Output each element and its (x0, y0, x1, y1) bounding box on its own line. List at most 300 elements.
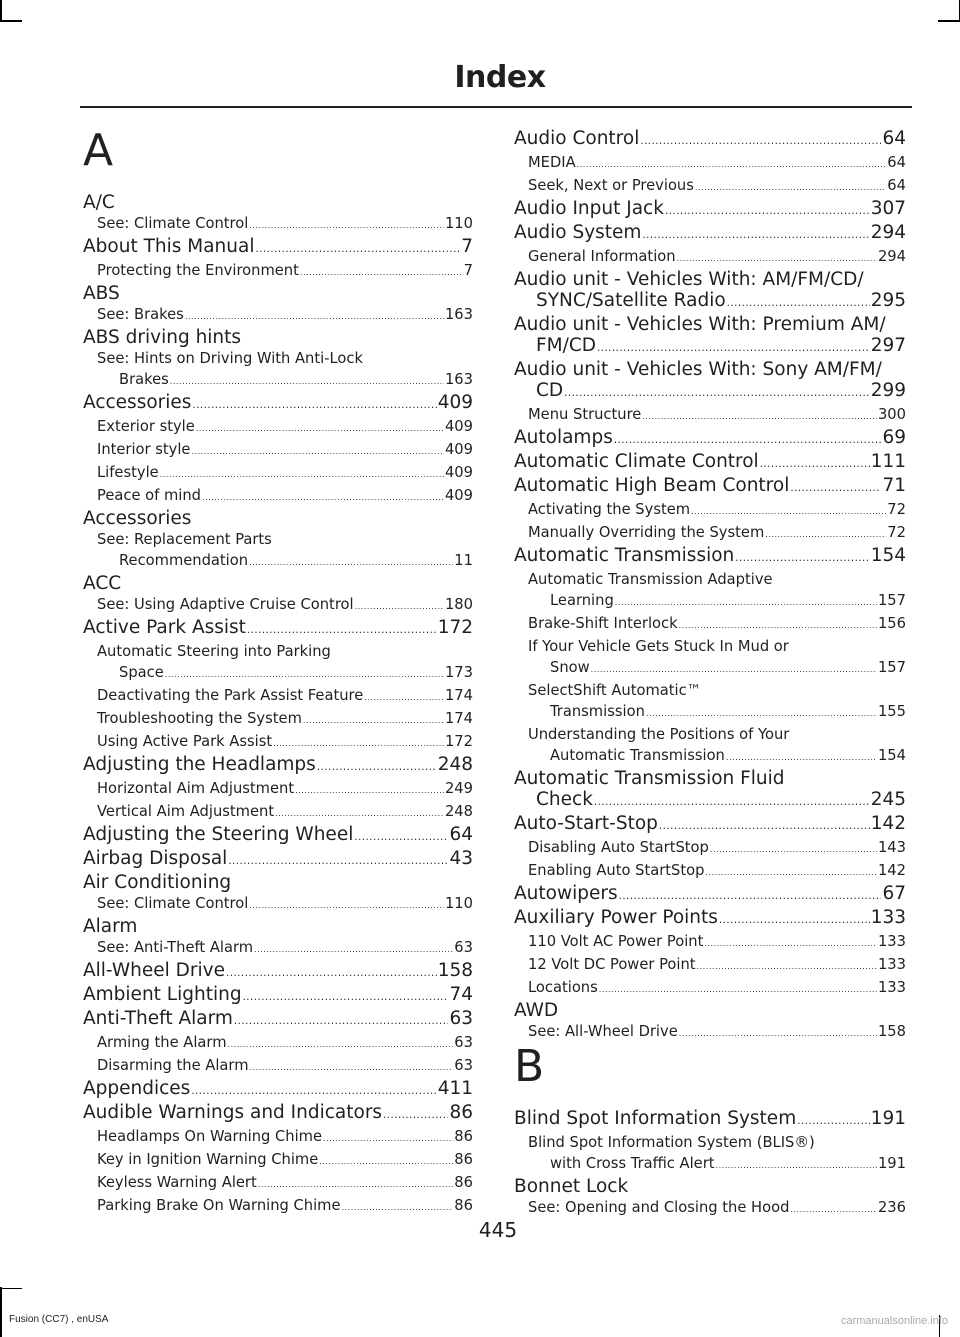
index-term: CD (536, 380, 564, 401)
crop-mark (0, 0, 2, 22)
page-reference: 409 (437, 392, 473, 413)
index-term: Autolamps (514, 427, 613, 448)
index-line (97, 348, 473, 369)
index-line (514, 1108, 906, 1132)
dot-leader (191, 441, 443, 462)
index-entry (83, 984, 473, 1008)
index-subentry (83, 801, 473, 824)
index-line (528, 657, 906, 680)
index-term: See: Climate Control (97, 215, 249, 232)
dot-leader (249, 552, 453, 573)
index-line (83, 327, 473, 348)
index-line (97, 1055, 473, 1078)
index-term: Check (536, 789, 593, 810)
dot-leader (185, 306, 444, 327)
dot-leader (599, 979, 877, 1000)
index-term: Alarm (83, 916, 138, 937)
index-line (97, 1195, 473, 1218)
crop-mark (0, 1287, 2, 1337)
index-line (528, 745, 906, 768)
index-term: Ambient Lighting (83, 984, 242, 1005)
index-line (528, 1021, 906, 1044)
page-reference: 67 (882, 883, 906, 904)
index-term: Accessories (83, 392, 192, 413)
dot-leader (614, 430, 882, 451)
index-subentry (83, 462, 473, 485)
index-line (514, 222, 906, 246)
index-subentry (83, 1172, 473, 1195)
index-subentry (514, 680, 906, 724)
index-subentry (514, 1021, 906, 1044)
index-term: Automatic Transmission Adaptive (528, 571, 773, 588)
index-subentry (514, 152, 906, 175)
index-term: If Your Vehicle Gets Stuck In Mud or (528, 638, 789, 655)
index-term: Vertical Aim Adjustment (97, 803, 275, 820)
index-line (97, 685, 473, 708)
index-term: Peace of mind (97, 487, 201, 504)
dot-leader (202, 487, 444, 508)
page-reference: 69 (882, 427, 906, 448)
dot-leader (710, 839, 877, 860)
index-entry (514, 1108, 906, 1132)
dot-leader (642, 406, 877, 427)
index-term: Audio unit - Vehicles With: Premium AM/ (514, 314, 886, 335)
page-reference: 63 (449, 1008, 473, 1029)
dot-leader (249, 895, 444, 916)
index-term: Bonnet Lock (514, 1176, 629, 1197)
index-entry (514, 907, 906, 931)
dot-leader (192, 395, 436, 416)
dot-leader (760, 454, 870, 475)
index-term: Horizontal Aim Adjustment (97, 780, 295, 797)
index-term: Locations (528, 979, 598, 996)
index-entry (83, 1078, 473, 1102)
index-subentry (514, 246, 906, 269)
index-subentry (514, 724, 906, 768)
index-term: See: Climate Control (97, 895, 249, 912)
dot-leader (765, 524, 886, 545)
index-entry (514, 475, 906, 499)
index-line (514, 451, 906, 475)
page-reference: 86 (454, 1197, 473, 1214)
index-subentry (514, 613, 906, 636)
index-line (97, 731, 473, 754)
index-entry (514, 451, 906, 475)
page-reference: 155 (877, 703, 906, 720)
index-subentry (83, 685, 473, 708)
index-term: Auxiliary Power Points (514, 907, 718, 928)
index-line (83, 508, 473, 529)
dot-leader (594, 792, 870, 813)
page-reference: 133 (870, 907, 906, 928)
index-term: Automatic Transmission Fluid (514, 768, 785, 789)
index-term: Interior style (97, 441, 191, 458)
page-reference: 172 (444, 733, 473, 750)
dot-leader (719, 910, 870, 931)
index-line (83, 1078, 473, 1102)
index-term: See: Brakes (97, 306, 184, 323)
index-entry (83, 824, 473, 848)
index-entry (514, 1176, 906, 1197)
dot-leader (591, 659, 877, 680)
index-line (83, 236, 473, 260)
dot-leader (323, 1128, 453, 1149)
dot-leader (254, 939, 453, 960)
index-subentry (83, 485, 473, 508)
dot-leader (727, 293, 870, 314)
dot-leader (695, 177, 886, 198)
page-reference: 133 (877, 933, 906, 950)
index-term: Audio Control (514, 128, 640, 149)
page-reference: 191 (877, 1155, 906, 1172)
dot-leader (256, 239, 461, 260)
page-reference: 191 (870, 1108, 906, 1129)
index-subentry (83, 529, 473, 573)
index-line (528, 152, 906, 175)
page-reference: 110 (444, 895, 473, 912)
index-line (528, 977, 906, 1000)
index-entry (83, 1102, 473, 1126)
index-line (83, 848, 473, 872)
dot-leader (250, 1057, 454, 1078)
index-line (528, 837, 906, 860)
index-line (528, 701, 906, 724)
index-entry (514, 198, 906, 222)
index-term: Protecting the Environment (97, 262, 299, 279)
page-reference: 173 (444, 664, 473, 681)
page-reference: 133 (877, 956, 906, 973)
index-entry (514, 768, 906, 813)
index-term: Disarming the Alarm (97, 1057, 249, 1074)
index-line (97, 462, 473, 485)
header-divider (80, 106, 912, 108)
document-info: Fusion (CC7) , enUSA (9, 1314, 109, 1325)
index-subentry (83, 641, 473, 685)
index-line (528, 613, 906, 636)
index-line (83, 916, 473, 937)
index-term: Disabling Auto StartStop (528, 839, 709, 856)
dot-leader (642, 225, 869, 246)
index-term: Audio Input Jack (514, 198, 664, 219)
index-term: See: Opening and Closing the Hood (528, 1199, 790, 1216)
dot-leader (790, 478, 881, 499)
page-reference: 236 (877, 1199, 906, 1216)
index-subentry (83, 439, 473, 462)
crop-mark (938, 20, 960, 22)
index-line (97, 937, 473, 960)
dot-leader (790, 1199, 877, 1220)
index-term: A/C (83, 192, 115, 213)
index-term: Understanding the Positions of Your (528, 726, 790, 743)
index-entry (514, 427, 906, 451)
index-line (528, 590, 906, 613)
index-line (528, 404, 906, 427)
index-line (514, 1000, 906, 1021)
index-term: Using Active Park Assist (97, 733, 273, 750)
index-term: FM/CD (536, 335, 596, 356)
index-subentry (514, 636, 906, 680)
dot-leader (665, 201, 870, 222)
page-reference: 163 (444, 371, 473, 388)
index-line (528, 1197, 906, 1220)
dot-leader (355, 596, 444, 617)
index-term: Autowipers (514, 883, 618, 904)
index-line (97, 662, 473, 685)
index-term: Headlamps On Warning Chime (97, 1128, 323, 1145)
index-term: Exterior style (97, 418, 195, 435)
index-term: Adjusting the Headlamps (83, 754, 316, 775)
index-subentry (514, 860, 906, 883)
dot-leader (228, 1034, 454, 1055)
index-line (528, 636, 906, 657)
page-reference: 7 (463, 262, 473, 279)
dot-leader (354, 827, 448, 848)
index-subentry (514, 522, 906, 545)
dot-leader (364, 687, 444, 708)
dot-leader (735, 548, 869, 569)
index-term: Key in Ignition Warning Chime (97, 1151, 319, 1168)
index-line (514, 128, 906, 152)
index-column-right (514, 128, 906, 1220)
index-term: Airbag Disposal (83, 848, 228, 869)
index-term: Anti-Theft Alarm (83, 1008, 233, 1029)
page-reference: 86 (454, 1128, 473, 1145)
index-entry (83, 283, 473, 304)
dot-leader (170, 371, 444, 392)
index-subentry (83, 1032, 473, 1055)
dot-leader (160, 464, 444, 485)
page-reference: 180 (444, 596, 473, 613)
index-line (514, 198, 906, 222)
index-line (528, 246, 906, 269)
index-subentry (83, 1055, 473, 1078)
index-line (514, 359, 906, 380)
index-term: 12 Volt DC Power Point (528, 956, 696, 973)
index-term: Enabling Auto StartStop (528, 862, 705, 879)
index-subentry (514, 837, 906, 860)
page-reference: 64 (887, 177, 906, 194)
index-term: Arming the Alarm (97, 1034, 227, 1051)
index-subentry (83, 304, 473, 327)
index-entry (83, 392, 473, 416)
index-line (83, 824, 473, 848)
index-term: Active Park Assist (83, 617, 246, 638)
index-term: Recommendation (119, 552, 249, 569)
index-entry (514, 128, 906, 152)
index-term: Keyless Warning Alert (97, 1174, 257, 1191)
page-reference: 299 (870, 380, 906, 401)
index-line (83, 754, 473, 778)
index-subentry (83, 1149, 473, 1172)
index-subentry (514, 175, 906, 198)
index-line (528, 499, 906, 522)
index-term: SelectShift Automatic™ (528, 682, 702, 699)
index-subentry (83, 731, 473, 754)
index-line (514, 545, 906, 569)
index-line (514, 475, 906, 499)
crop-mark (0, 1288, 22, 1290)
index-term: Blind Spot Information System (514, 1108, 797, 1129)
dot-leader (797, 1111, 869, 1132)
index-entry (514, 222, 906, 246)
index-line (528, 931, 906, 954)
dot-leader (247, 620, 437, 641)
page-number: 445 (478, 1218, 518, 1242)
index-subentry (83, 594, 473, 617)
page-reference: 143 (877, 839, 906, 856)
index-line (97, 416, 473, 439)
index-line (97, 594, 473, 617)
index-term: See: Hints on Driving With Anti-Lock (97, 350, 363, 367)
dot-leader (691, 501, 886, 522)
index-term: SYNC/Satellite Radio (536, 290, 726, 311)
index-entry (83, 573, 473, 594)
index-entry (514, 1000, 906, 1021)
index-entry (83, 754, 473, 778)
index-term: Brakes (119, 371, 169, 388)
index-line (83, 984, 473, 1008)
dot-leader (619, 886, 882, 907)
index-term: See: Using Adaptive Cruise Control (97, 596, 354, 613)
page-reference: 64 (887, 154, 906, 171)
index-line (514, 883, 906, 907)
index-term: About This Manual (83, 236, 255, 257)
index-term: 110 Volt AC Power Point (528, 933, 704, 950)
dot-leader (659, 816, 870, 837)
index-term: Snow (550, 659, 590, 676)
dot-leader (300, 262, 463, 283)
index-term: AWD (514, 1000, 559, 1021)
index-entry (514, 545, 906, 569)
index-line (97, 1172, 473, 1195)
page-reference: 300 (877, 406, 906, 423)
index-line (83, 617, 473, 641)
index-subentry (514, 1197, 906, 1220)
index-term: Troubleshooting the System (97, 710, 302, 727)
page-reference: 111 (870, 451, 906, 472)
index-subentry (83, 937, 473, 960)
index-line (514, 269, 906, 290)
index-line (97, 260, 473, 283)
index-line (83, 872, 473, 893)
dot-leader (303, 710, 444, 731)
index-term: Activating the System (528, 501, 691, 518)
index-line (514, 314, 906, 335)
dot-leader (275, 803, 444, 824)
page-reference: 174 (444, 710, 473, 727)
index-term: Parking Brake On Warning Chime (97, 1197, 341, 1214)
index-line (83, 1008, 473, 1032)
index-line (97, 369, 473, 392)
index-subentry (514, 977, 906, 1000)
index-entry (83, 872, 473, 893)
index-line (83, 392, 473, 416)
index-term: Learning (550, 592, 614, 609)
page-reference: 11 (454, 552, 473, 569)
page-reference: 64 (882, 128, 906, 149)
index-subentry (83, 708, 473, 731)
dot-leader (295, 780, 444, 801)
index-term: All-Wheel Drive (83, 960, 225, 981)
index-line (514, 335, 906, 359)
index-subentry (83, 893, 473, 916)
dot-leader (243, 987, 449, 1008)
page-reference: 7 (461, 236, 473, 257)
index-line (514, 380, 906, 404)
page-reference: 307 (870, 198, 906, 219)
index-line (514, 907, 906, 931)
index-entry (83, 327, 473, 348)
index-line (528, 1132, 906, 1153)
page-reference: 72 (887, 501, 906, 518)
page-reference: 249 (444, 780, 473, 797)
dot-leader (716, 1155, 877, 1176)
index-entry (83, 916, 473, 937)
index-term: Space (119, 664, 164, 681)
index-line (83, 192, 473, 213)
index-term: Transmission (550, 703, 645, 720)
dot-leader (228, 851, 448, 872)
index-term: Audio unit - Vehicles With: AM/FM/CD/ (514, 269, 864, 290)
dot-leader (679, 1023, 877, 1044)
dot-leader (258, 1174, 454, 1195)
index-line (97, 1149, 473, 1172)
index-entry (514, 269, 906, 314)
index-line (97, 1032, 473, 1055)
index-subentry (83, 1195, 473, 1218)
index-term: with Cross Traffic Alert (550, 1155, 715, 1172)
dot-leader (273, 733, 444, 754)
page-reference: 409 (444, 418, 473, 435)
index-term: Blind Spot Information System (BLIS®) (528, 1134, 815, 1151)
index-subentry (83, 348, 473, 392)
index-term: See: Anti-Theft Alarm (97, 939, 254, 956)
index-line (83, 283, 473, 304)
index-line (514, 427, 906, 451)
index-line (514, 290, 906, 314)
index-subentry (83, 778, 473, 801)
page-reference: 63 (454, 939, 473, 956)
index-line (528, 860, 906, 883)
index-line (97, 529, 473, 550)
index-entry (514, 813, 906, 837)
page-reference: 294 (870, 222, 906, 243)
index-term: Deactivating the Park Assist Feature (97, 687, 364, 704)
index-entry (83, 848, 473, 872)
page-reference: 157 (877, 659, 906, 676)
page-reference: 43 (449, 848, 473, 869)
dot-leader (679, 615, 877, 636)
index-section-letter: A (83, 125, 114, 176)
page-reference: 157 (877, 592, 906, 609)
index-line (97, 550, 473, 573)
dot-leader (383, 1105, 448, 1126)
index-subentry (83, 260, 473, 283)
dot-leader (677, 248, 877, 269)
index-term: Seek, Next or Previous (528, 177, 694, 194)
dot-leader (191, 1081, 436, 1102)
index-subentry (514, 954, 906, 977)
index-term: Automatic Steering into Parking (97, 643, 331, 660)
crop-mark (0, 20, 22, 22)
page-reference: 297 (870, 335, 906, 356)
page-reference: 71 (882, 475, 906, 496)
index-entry (83, 960, 473, 984)
page-reference: 294 (877, 248, 906, 265)
index-term: Automatic High Beam Control (514, 475, 790, 496)
page-reference: 174 (444, 687, 473, 704)
index-term: Auto-Start-Stop (514, 813, 658, 834)
